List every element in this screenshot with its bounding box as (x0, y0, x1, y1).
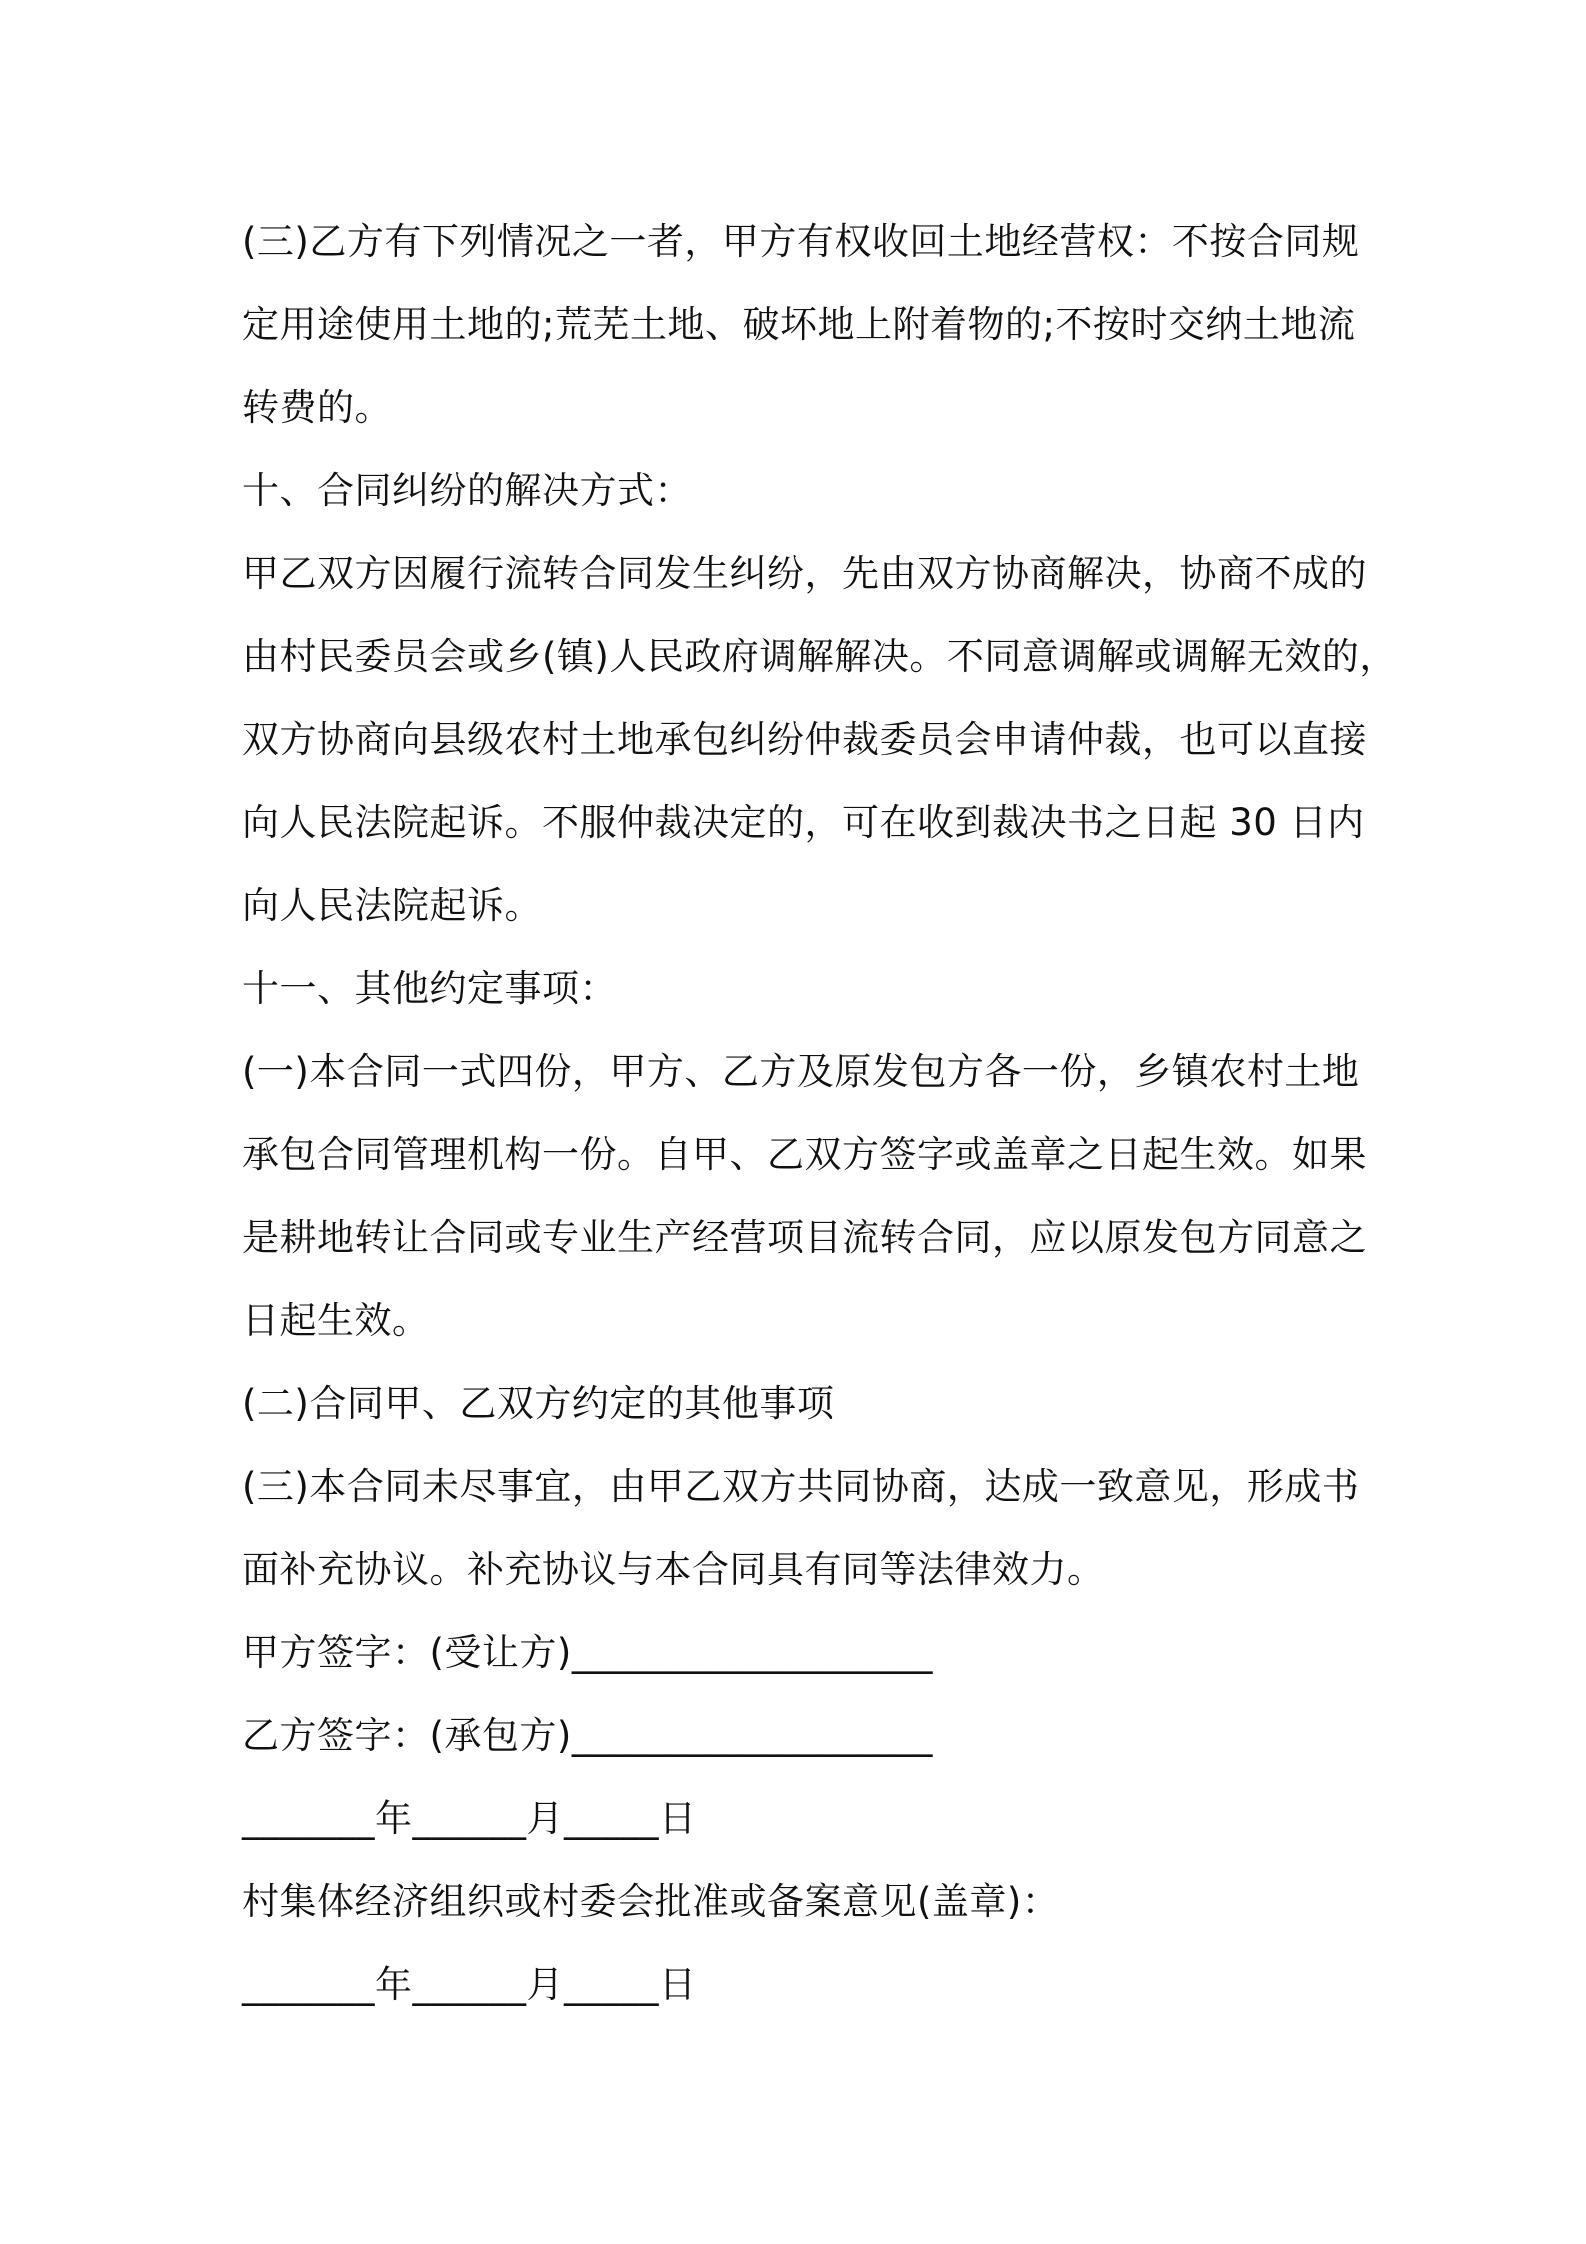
party-a-signature-line: 甲方签字：(受让方)___________________ (242, 1631, 933, 1674)
section-10-heading: 十、合同纠纷的解决方式： (242, 469, 692, 512)
section-10-line-3: 双方协商向县级农村土地承包纠纷仲裁委员会申请仲裁，也可以直接 (242, 718, 1367, 761)
party-b-signature-line: 乙方签字：(承包方)___________________ (242, 1714, 933, 1757)
section-10-line-1: 甲乙双方因履行流转合同发生纠纷，先由双方协商解决，协商不成的 (242, 552, 1367, 595)
section-10-line-5: 向人民法院起诉。 (242, 884, 542, 927)
section-10-line-2: 由村民委员会或乡(镇)人民政府调解解决。不同意调解或调解无效的， (242, 635, 1397, 678)
village-approval-line: 村集体经济组织或村委会批准或备案意见(盖章)： (242, 1880, 1060, 1923)
section-10-line-4: 向人民法院起诉。不服仲裁决定的，可在收到裁决书之日起 30 日内 (242, 801, 1365, 844)
section-11-heading: 十一、其他约定事项： (242, 967, 617, 1010)
signature-date-line: _______年______月_____日 (242, 1797, 697, 1840)
clause-3-line-1: (三)乙方有下列情况之一者，甲方有权收回土地经营权：不按合同规 (242, 220, 1360, 263)
clause-3-line-2: 定用途使用土地的;荒芜土地、破坏地上附着物的;不按时交纳土地流 (242, 303, 1356, 346)
approval-date-line: _______年______月_____日 (242, 1963, 697, 2006)
section-11-item-2: (二)合同甲、乙双方约定的其他事项 (242, 1382, 835, 1425)
section-11-item-1-line-2: 承包合同管理机构一份。自甲、乙双方签字或盖章之日起生效。如果 (242, 1133, 1367, 1176)
document-body (242, 200, 1397, 2026)
clause-3-line-3: 转费的。 (242, 386, 392, 429)
section-11-item-1-line-3: 是耕地转让合同或专业生产经营项目流转合同，应以原发包方同意之 (242, 1216, 1367, 1259)
section-11-item-3-line-1: (三)本合同未尽事宜，由甲乙双方共同协商，达成一致意见，形成书 (242, 1465, 1360, 1508)
section-11-item-1-line-1: (一)本合同一式四份，甲方、乙方及原发包方各一份，乡镇农村土地 (242, 1050, 1360, 1093)
section-11-item-3-line-2: 面补充协议。补充协议与本合同具有同等法律效力。 (242, 1548, 1105, 1591)
section-11-item-1-line-4: 日起生效。 (242, 1299, 430, 1342)
